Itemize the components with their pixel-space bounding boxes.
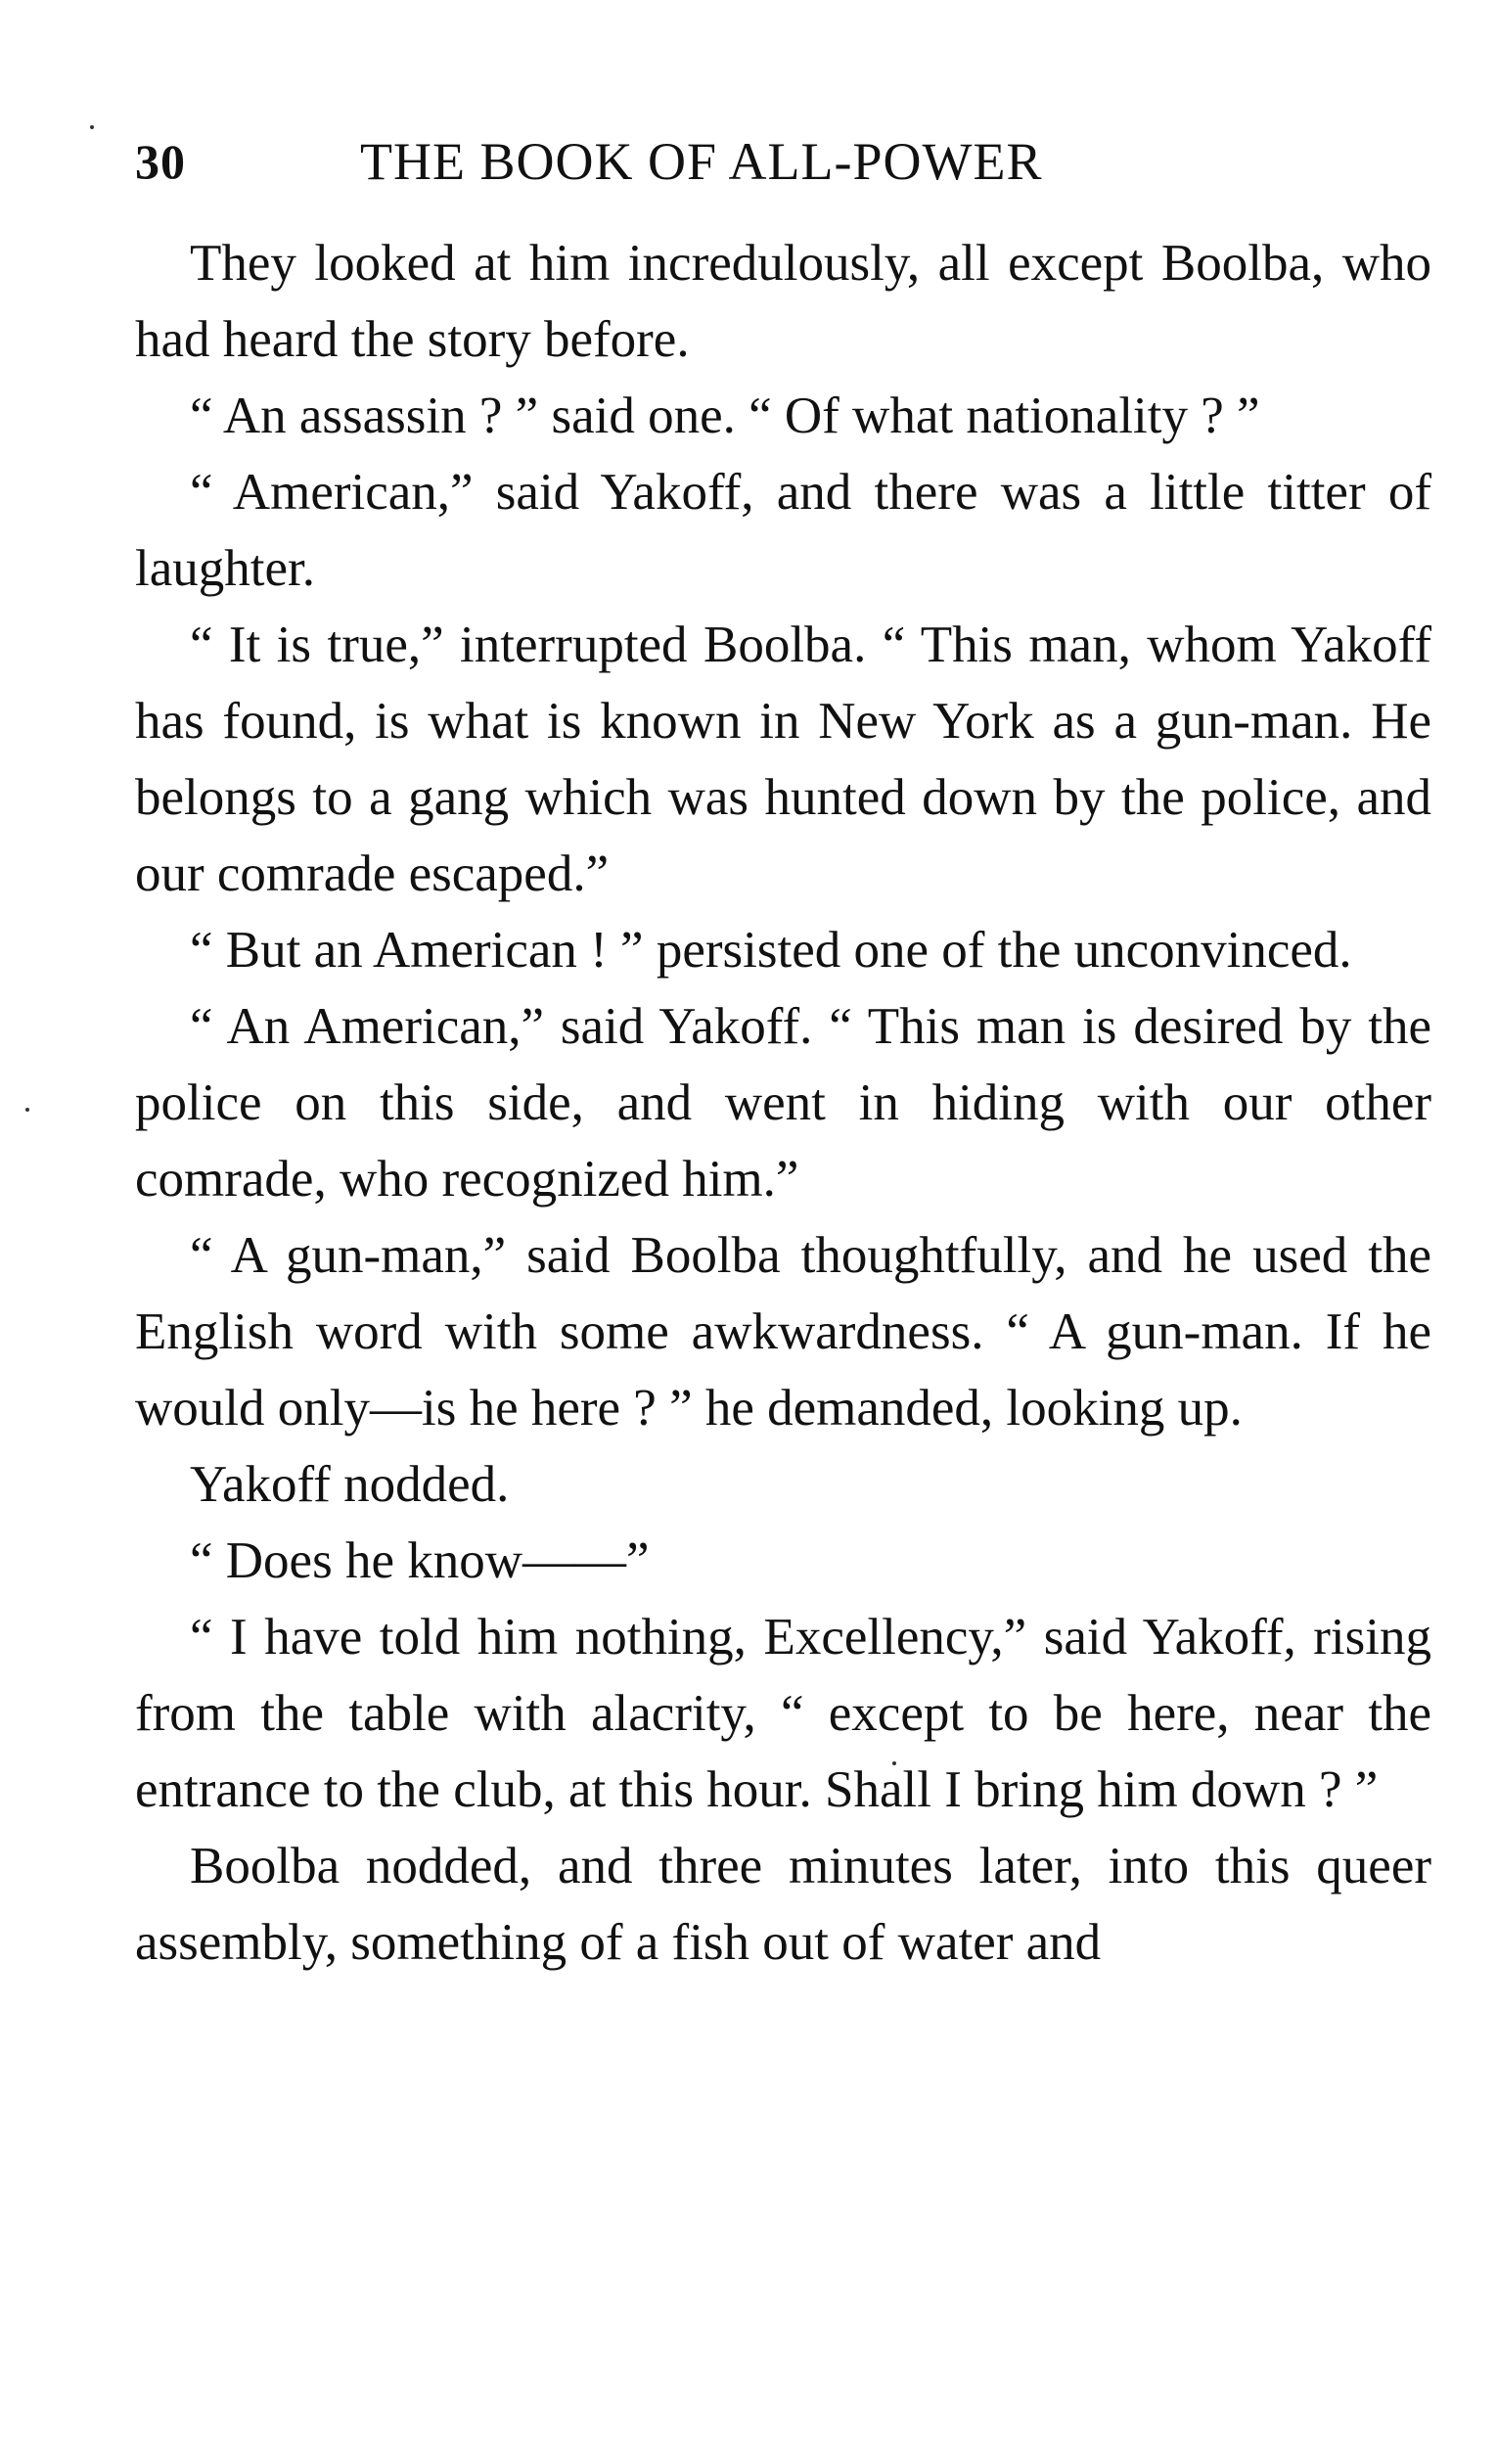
paragraph: “ But an American ! ” persisted one of the unconvinced. [190, 922, 1352, 979]
paragraph: “ I have told him nothing, Excellency,” said Yakoff, rising from the table with alacrity, “ except to be here, near the entrance to the club, at this hour. Shall I bring him down ? ” [135, 1609, 1431, 1818]
paragraph: “ It is true,” interrupted Boolba. “ This man, whom Yakoff has found, is what is known in New York as a gun-man. He belongs to a gang which was hunted down by the police, and our comrade escaped.” [135, 616, 1431, 902]
paragraph: “ A gun-man,” said Boolba thoughtfully, and he used the English word with some awkwardness. “ A gun-man. If he would only—is he here ? ” he demanded, looking up. [135, 1227, 1431, 1437]
running-head [135, 117, 1431, 205]
body-text [135, 225, 1431, 1981]
paragraph: Boolba nodded, and three minutes later, into this queer assembly, something of a fish out of water and [135, 1838, 1431, 1971]
paragraph: They looked at him incredulously, all except Boolba, who had heard the story before. [135, 235, 1431, 368]
paragraph: “ Does he know——” [190, 1532, 650, 1589]
stray-ink-dot [90, 125, 94, 129]
paragraph: “ An assassin ? ” said one. “ Of what nationality ? ” [190, 388, 1260, 444]
page-number: 30 [135, 134, 186, 189]
book-page [135, 117, 1431, 1981]
running-title: THE BOOK OF ALL-POWER [360, 132, 1043, 191]
paragraph: “ American,” said Yakoff, and there was a little titter of laughter. [135, 464, 1431, 597]
paragraph: Yakoff nodded. [190, 1456, 510, 1513]
stray-ink-dot [25, 1108, 29, 1112]
paragraph: “ An American,” said Yakoff. “ This man is desired by the police on this side, and went in hiding with our other comrade, who recognized him.” [135, 998, 1431, 1208]
